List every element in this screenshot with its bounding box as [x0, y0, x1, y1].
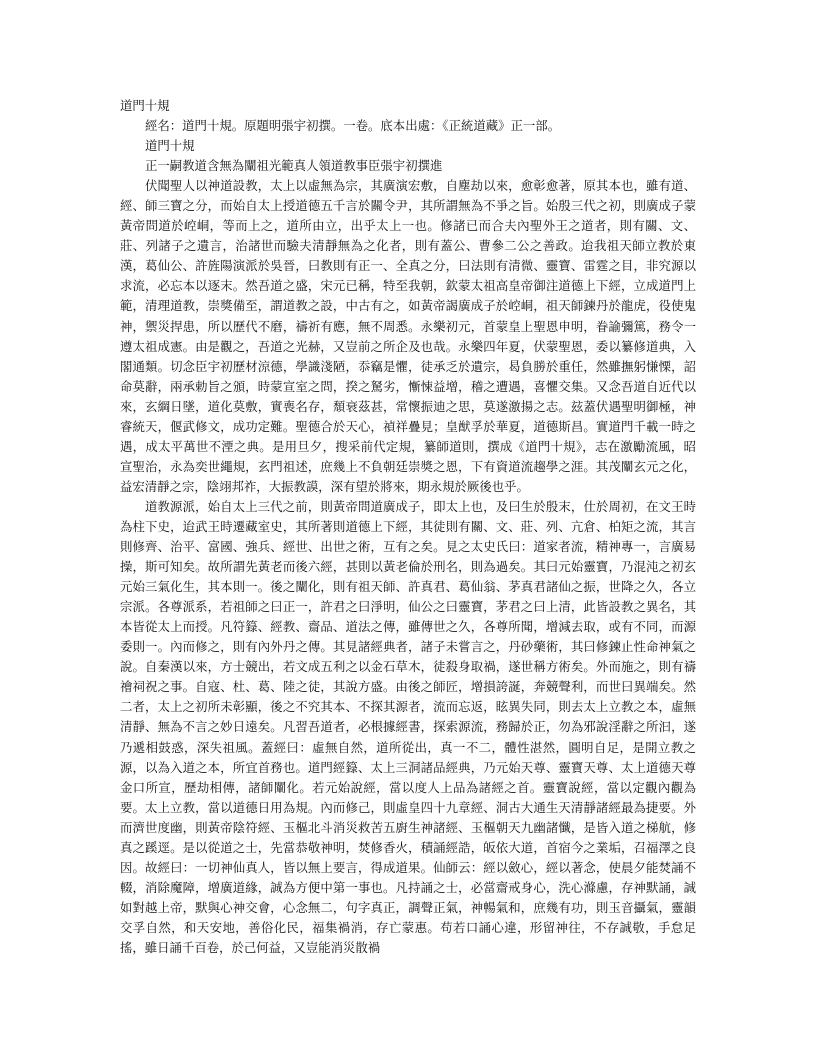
document-page [120, 96, 696, 958]
paragraph-preface: 伏聞聖人以神道設教，太上以虛無為宗，其廣演宏敷，自塵劫以來，愈彰愈著，原其本也，雖有道、經、師三寶之分，而始自太上授道德五千言於關令尹，其所謂無為不爭之旨。始殷三代之初，則廣成子蒙黃帝問道於崆峒，等而上之，道所由立，出乎太上一也。修諸已而合夫內聖外王之道者，則有關、文、莊、列諸子之遺言，治諸世而驗夫清靜無為之化者，則有蓋公、曹參二公之善政。迨我祖天師立教於東漢，葛仙公、許旌陽演派於吳晉，曰教則有正一、全真之分，曰法則有清微、靈寶、雷霆之目，非究源以求流，必忘本以逐末。然吾道之盛，宋元已稱，特至我朝，欽蒙太祖高皇帝御注道德上下經，立成道門上範，清理道教，崇獎備至，謂道教之設，中古有之，如黃帝謁廣成子於崆峒，祖天師鍊丹於龍虎，役使鬼神，禦災捍患，所以歷代不磨，禱祈有應，無不周悉。永樂初元，首蒙皇上聖恩申明，眷諭彌篤，務令一遵太祖成憲。由是觀之，吾道之光赫，又豈前之所企及也哉。永樂四年夏，伏蒙聖恩，委以纂修道典，入閣通類。切念臣宇初歷材涼德，學識淺陋，忝竊是懼，徒承乏於遺宗，曷負勝於重任，然雖撫躬慊慄，詔命莫辭，兩承勅旨之頒，時蒙宣室之問，揆之駑劣，慚悚益增，稽之遭遇，喜懼交集。又念吾道自近代以來，玄綱日墜，道化莫敷，實喪名存，頹衰茲甚，常懷振迪之思，莫遂激揚之志。玆蓋伏遇聖明御極，神睿統天，偃武修文，成功定難。聖德合於天心，禎祥疊見；皇猷孚於華夏，道德斯昌。實道門千載一時之遇，成太平萬世不湮之典。是用旦夕，搜采前代定規，纂師道則，撰成《道門十規》，志在激勵流風，昭宣聖治，永為奕世繩規，玄門祖述，庶幾上不負朝廷崇獎之恩，下有資道流趨學之涯。其茂闡玄元之化，益宏清靜之宗，陰翊邦祚，大振教謨，深有望於將來，期永規於厥後也乎。 [120, 178, 696, 494]
document-byline: 正一嗣教道含無為闡祖光範真人領道教事臣張宇初撰進 [145, 158, 443, 174]
document-meta: 經名：道門十規。原題明張宇初撰。一卷。底本出處：《正統道藏》正一部。 [145, 118, 561, 134]
document-subheading: 道門十規 [145, 138, 195, 154]
paragraph-lineage: 道教源派，始自太上三代之前，則黃帝問道廣成子，即太上也，及曰生於殷末，仕於周初，在文王時為柱下史，迨武王時遷藏室史，其所著則道德上下經，其徒則有關、文、莊、列、亢倉、柏矩之流，其言則修齊、治平、富國、強兵、經世、出世之術，互有之矣。見之太史氏曰：道家者流，精神專一，言廣易操，斯可知矣。故所謂先黃老而後六經，甚則以黃老倫於刑名，則為過矣。其曰元始靈寶，乃混沌之初玄元始三氣化生，其本則一。後之闡化，則有祖天師、許真君、葛仙翁、茅真君諸仙之振，世降之久，各立宗派。各尊派系，若祖師之曰正一，許君之曰淨明，仙公之曰靈寶，茅君之曰上清，此皆設教之異名，其本皆從太上而授。凡符籙、經教、齋品、道法之傳，雖傳世之久，各尊所聞，增減去取，或有不同，而源委則一。內而修之，則有內外丹之傳。其見諸經典者，諸子未嘗言之，丹砂藥術，其曰修鍊止性命神氣之說。自秦漢以來，方士競出，若文成五利之以金石草木，徒殺身取禍，遂世稱方術矣。外而施之，則有禱禬祠祝之事。自寇、杜、葛、陸之徒，其說方盛。由後之師匠，增損誇誕，奔競聲利，而世曰異端矣。然二者，太上之初所未彰顯，後之不究其本、不探其源者，流而忘返，眩異失同，則去太上立教之本，虛無清靜、無為不言之妙日遠矣。凡習吾道者，必根據經書，探索源流，務歸於正，勿為邪說淫辭之所汩，遂乃遞相鼓惑，深失祖風。蓋經曰：虛無自然，道所從出，真一不二，體性湛然，圓明自足，是開立教之源，以為入道之本，所宜首務也。道門經籙、太上三洞諸品經典，乃元始天尊、靈寶天尊、太上道德天尊金口所宣，歷劫相傳，諸師闡化。若元始說經，當以度人上品為諸經之首。靈寶說經，當以定觀內觀為要。太上立教，當以道德日用為規。內而修己，則虛皇四十九章經、洞古大通生天清靜諸經最為捷要。外而濟世度幽，則黃帝陰符經、玉樞北斗消災救苦五廚生神諸經、玉樞朝天九幽諸懺，是皆入道之梯航，修真之蹊逕。是以從道之士，先當恭敬神明，焚修香火，積誦經誥，皈依大道，首宿今之業垢，召福澤之良因。故經曰：一切神仙真人，皆以無上要言，得成道果。仙師云：經以斂心，經以著念，使晨夕能焚誦不輟，消除魔障，增廣道緣，誠為方便中第一事也。凡持誦之士，必當齋戒身心，洗心滌慮，存神默誦，誠如對越上帝，默與心神交會，心念無二，句字真正，調聲正氣，神暢氣和，庶幾有功，則玉音攝氣，靈韻交孚自然，和天安地，善俗化民，福集禍消，存亡蒙惠。苟若口誦心違，形留神往，不存誠敬，手怠足搖，雖日誦千百卷，於己何益，又豈能消災散禍 [120, 498, 696, 955]
document-heading: 道門十規 [120, 98, 170, 113]
